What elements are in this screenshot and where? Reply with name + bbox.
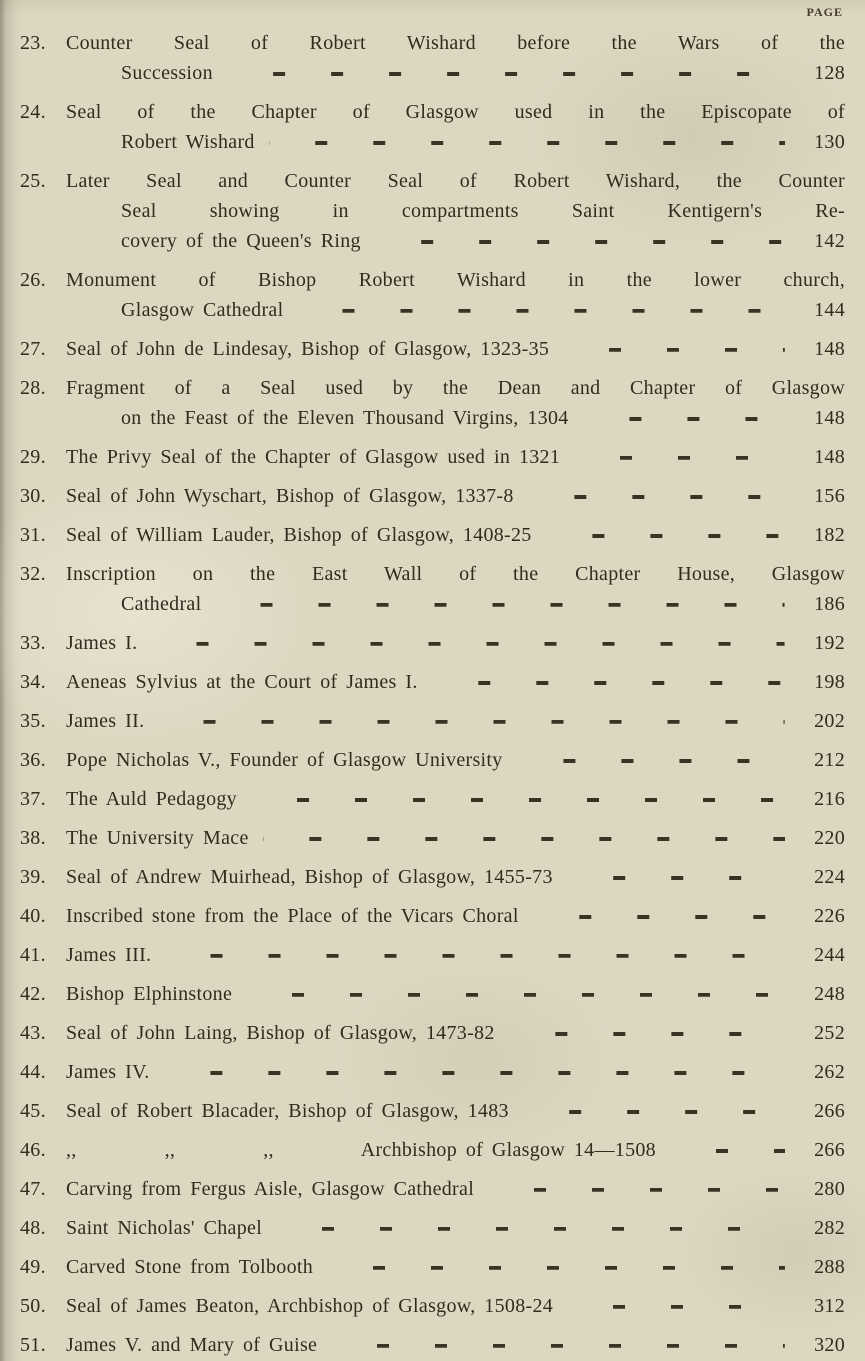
entry-body <box>66 706 845 736</box>
dash-leader <box>546 534 785 538</box>
list-item <box>20 1291 845 1321</box>
entry-number: 51. <box>20 1334 46 1356</box>
entry-number: 34. <box>20 671 46 693</box>
dash-leader <box>215 603 785 607</box>
entry-number: 35. <box>20 710 46 732</box>
entry-body <box>66 940 845 970</box>
entry-title: Seal of Andrew Muirhead, Bishop of Glasgow, 1455-73 <box>66 866 553 888</box>
entry-page-number: 312 <box>814 1295 845 1317</box>
entry-page-number: 320 <box>814 1334 845 1356</box>
list-item <box>20 706 845 736</box>
entry-page-number: 248 <box>814 983 845 1005</box>
entry-title: Succession <box>121 62 213 84</box>
entry-number: 42. <box>20 983 46 1005</box>
entry-title: on the Feast of the Eleven Thousand Virgins, 1304 <box>121 407 569 429</box>
entry-page-number: 266 <box>814 1100 845 1122</box>
entry-page-number: 266 <box>814 1139 845 1161</box>
entry-body <box>66 862 845 892</box>
entry-number: 27. <box>20 338 46 360</box>
dash-leader <box>164 1071 785 1075</box>
entry-title: Seal of John Wyschart, Bishop of Glasgow, 1337-8 <box>66 485 514 507</box>
list-item <box>20 940 845 970</box>
entry-number: 26. <box>20 269 46 291</box>
list-item <box>20 559 845 619</box>
list-item <box>20 520 845 550</box>
dash-leader <box>165 954 785 958</box>
entry-body <box>66 823 845 853</box>
entry-body <box>66 1057 845 1087</box>
list-item <box>20 667 845 697</box>
entry-title-line: Monument of Bishop Robert Wishard in the lower church, <box>66 269 845 291</box>
list-item <box>20 745 845 775</box>
list-item <box>20 97 845 157</box>
entry-body <box>66 1291 845 1321</box>
page-column-header: PAGE <box>806 5 843 19</box>
entry-page-number: 216 <box>814 788 845 810</box>
entry-number: 49. <box>20 1256 46 1278</box>
list-item <box>20 862 845 892</box>
entry-title: The Privy Seal of the Chapter of Glasgow used in 1321 <box>66 446 561 468</box>
entry-number: 50. <box>20 1295 46 1317</box>
list-item <box>20 784 845 814</box>
entry-title: Seal of Robert Blacader, Bishop of Glasgow, 1483 <box>66 1100 509 1122</box>
entry-body <box>66 520 845 550</box>
entry-title: ,, ,, ,, Archbishop of Glasgow 14—1508 <box>66 1139 656 1161</box>
entry-number: 32. <box>20 563 46 585</box>
dash-leader <box>251 798 785 802</box>
dash-leader <box>151 642 785 646</box>
entry-title: James II. <box>66 710 145 732</box>
list-item <box>20 901 845 931</box>
dash-leader <box>574 456 785 460</box>
entry-number: 38. <box>20 827 46 849</box>
entry-number: 25. <box>20 170 46 192</box>
list-item <box>20 1252 845 1282</box>
entry-body <box>66 1252 845 1282</box>
entry-body <box>66 784 845 814</box>
entry-number: 29. <box>20 446 46 468</box>
entry-page-number: 220 <box>814 827 845 849</box>
dash-leader <box>227 72 785 76</box>
entry-body <box>66 901 845 931</box>
list-item <box>20 166 845 256</box>
entry-page-number: 182 <box>814 524 845 546</box>
dash-leader <box>432 681 785 685</box>
dash-leader <box>670 1149 785 1153</box>
entry-page-number: 244 <box>814 944 845 966</box>
entry-page-number: 224 <box>814 866 845 888</box>
entry-title: Robert Wishard <box>121 131 255 153</box>
entry-body <box>66 1330 845 1360</box>
dash-leader <box>583 417 785 421</box>
entry-body <box>66 28 845 88</box>
entry-title-line: Later Seal and Counter Seal of Robert Wishard, the Counter <box>66 170 845 192</box>
list-item <box>20 373 845 433</box>
entry-title: Seal of James Beaton, Archbishop of Glasgow, 1508-24 <box>66 1295 554 1317</box>
entry-body <box>66 481 845 511</box>
entry-number: 44. <box>20 1061 46 1083</box>
entry-title-line: Seal of the Chapter of Glasgow used in the Episcopate of <box>66 101 845 123</box>
entry-body <box>66 1213 845 1243</box>
entry-body <box>66 1174 845 1204</box>
entry-number: 31. <box>20 524 46 546</box>
list-item <box>20 28 845 88</box>
entry-body <box>66 1135 845 1165</box>
entry-number: 43. <box>20 1022 46 1044</box>
list-item <box>20 1057 845 1087</box>
entry-title: Saint Nicholas' Chapel <box>66 1217 263 1239</box>
dash-leader <box>276 1227 785 1231</box>
dash-leader <box>567 876 785 880</box>
dash-leader <box>263 837 785 841</box>
list-item <box>20 265 845 325</box>
list-item <box>20 979 845 1009</box>
entry-title-line: Seal showing in compartments Saint Kentigern's Re- <box>121 200 845 222</box>
entry-body <box>66 559 845 619</box>
dash-leader <box>327 1266 785 1270</box>
entry-page-number: 148 <box>814 338 845 360</box>
entry-page-number: 288 <box>814 1256 845 1278</box>
entry-body <box>66 265 845 325</box>
dash-leader <box>269 141 785 145</box>
entry-page-number: 202 <box>814 710 845 732</box>
entry-page-number: 130 <box>814 131 845 153</box>
dash-leader <box>488 1188 785 1192</box>
entry-title: Glasgow Cathedral <box>121 299 284 321</box>
entry-title: Pope Nicholas V., Founder of Glasgow University <box>66 749 503 771</box>
dash-leader <box>297 309 785 313</box>
entry-title: Aeneas Sylvius at the Court of James I. <box>66 671 418 693</box>
entry-title: covery of the Queen's Ring <box>121 230 361 252</box>
entry-body <box>66 745 845 775</box>
list-item <box>20 1096 845 1126</box>
dash-leader <box>567 1305 785 1309</box>
dash-leader <box>523 1110 785 1114</box>
dash-leader <box>517 759 785 763</box>
entry-title: Seal of William Lauder, Bishop of Glasgow, 1408-25 <box>66 524 532 546</box>
dash-leader <box>331 1344 785 1348</box>
entry-body <box>66 166 845 256</box>
entry-body <box>66 334 845 364</box>
dash-leader <box>375 240 785 244</box>
list-item <box>20 334 845 364</box>
entry-page-number: 252 <box>814 1022 845 1044</box>
dash-leader <box>246 993 785 997</box>
list-item <box>20 442 845 472</box>
entry-title: Cathedral <box>121 593 202 615</box>
entry-title: James I. <box>66 632 138 654</box>
entry-body <box>66 97 845 157</box>
entry-body <box>66 667 845 697</box>
entry-number: 30. <box>20 485 46 507</box>
entry-page-number: 212 <box>814 749 845 771</box>
entry-page-number: 156 <box>814 485 845 507</box>
entry-title-line: Fragment of a Seal used by the Dean and Chapter of Glasgow <box>66 377 845 399</box>
entry-number: 40. <box>20 905 46 927</box>
entry-page-number: 128 <box>814 62 845 84</box>
entry-body <box>66 1096 845 1126</box>
entry-number: 46. <box>20 1139 46 1161</box>
entry-title: James IV. <box>66 1061 150 1083</box>
illustration-list <box>20 28 845 1360</box>
dash-leader <box>158 720 785 724</box>
entry-title: Carving from Fergus Aisle, Glasgow Cathedral <box>66 1178 475 1200</box>
entry-number: 45. <box>20 1100 46 1122</box>
entry-page-number: 148 <box>814 446 845 468</box>
entry-number: 33. <box>20 632 46 654</box>
entry-page-number: 192 <box>814 632 845 654</box>
entry-page-number: 226 <box>814 905 845 927</box>
entry-title: Inscribed stone from the Place of the Vicars Choral <box>66 905 519 927</box>
entry-body <box>66 1018 845 1048</box>
entry-body <box>66 373 845 433</box>
entry-page-number: 198 <box>814 671 845 693</box>
entry-title: Carved Stone from Tolbooth <box>66 1256 314 1278</box>
list-item <box>20 481 845 511</box>
entry-number: 24. <box>20 101 46 123</box>
entry-page-number: 186 <box>814 593 845 615</box>
entry-body <box>66 979 845 1009</box>
entry-title: Seal of John Laing, Bishop of Glasgow, 1473-82 <box>66 1022 495 1044</box>
entry-title-line: Inscription on the East Wall of the Chapter House, Glasgow <box>66 563 845 585</box>
list-item <box>20 1135 845 1165</box>
entry-title: James III. <box>66 944 152 966</box>
list-item <box>20 1330 845 1360</box>
entry-page-number: 282 <box>814 1217 845 1239</box>
dash-leader <box>563 348 785 352</box>
entry-page-number: 280 <box>814 1178 845 1200</box>
list-item <box>20 1018 845 1048</box>
entry-title: Bishop Elphinstone <box>66 983 233 1005</box>
entry-title: The University Mace <box>66 827 249 849</box>
list-item <box>20 628 845 658</box>
dash-leader <box>528 495 785 499</box>
entry-page-number: 144 <box>814 299 845 321</box>
entry-number: 23. <box>20 32 46 54</box>
entry-body <box>66 442 845 472</box>
entry-title-line: Counter Seal of Robert Wishard before the Wars of the <box>66 32 845 54</box>
entry-number: 28. <box>20 377 46 399</box>
entry-page-number: 148 <box>814 407 845 429</box>
entry-number: 37. <box>20 788 46 810</box>
entry-number: 41. <box>20 944 46 966</box>
entry-number: 48. <box>20 1217 46 1239</box>
entry-page-number: 262 <box>814 1061 845 1083</box>
entry-body <box>66 628 845 658</box>
entry-number: 39. <box>20 866 46 888</box>
list-item <box>20 823 845 853</box>
entry-number: 47. <box>20 1178 46 1200</box>
list-item <box>20 1213 845 1243</box>
dash-leader <box>509 1032 785 1036</box>
entry-page-number: 142 <box>814 230 845 252</box>
entry-number: 36. <box>20 749 46 771</box>
entry-title: The Auld Pedagogy <box>66 788 237 810</box>
entry-title: James V. and Mary of Guise <box>66 1334 318 1356</box>
dash-leader <box>533 915 785 919</box>
list-item <box>20 1174 845 1204</box>
entry-title: Seal of John de Lindesay, Bishop of Glasgow, 1323-35 <box>66 338 550 360</box>
